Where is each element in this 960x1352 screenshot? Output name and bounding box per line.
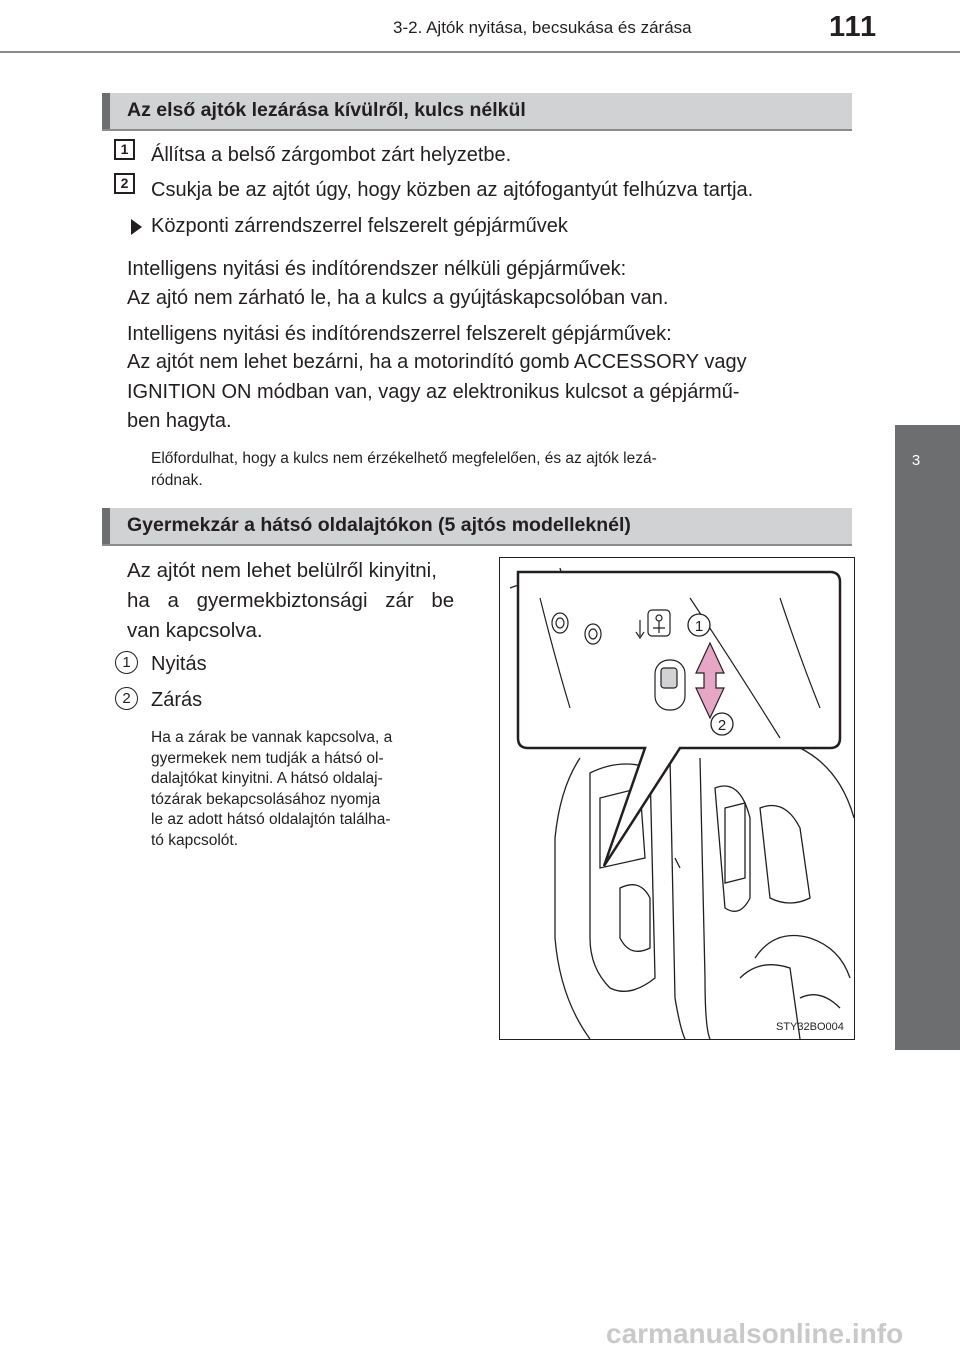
sub-heading-central-locking: Központi zárrendszerrel felszerelt gépjárművek <box>151 215 568 237</box>
item-label-lock: Zárás <box>151 689 203 711</box>
step-text-1: Állítsa a belső zárgombot zárt helyzetbe. <box>151 144 512 166</box>
triangle-bullet-icon <box>131 219 142 235</box>
item-number-2: 2 <box>115 687 138 710</box>
paragraph-2-line-3: IGNITION ON módban van, vagy az elektronikus kulcsot a gépjármű- <box>127 381 740 403</box>
figure-callout-1: 1 <box>694 618 704 635</box>
watermark: carmanualsonline.info <box>606 1318 904 1349</box>
chapter-label-text: Az egyes részegységek működtetése <box>865 512 882 778</box>
step-text-2: Csukja be az ajtót úgy, hogy közben az ajtófogantyút felhúzva tartja. <box>151 179 754 201</box>
chapter-number: 3 <box>911 452 921 469</box>
paragraph-2-line-1: Intelligens nyitási és indítórendszerrel felszerelt gépjárművek: <box>127 323 672 345</box>
section-heading-bar <box>102 93 110 129</box>
intro-line-3: van kapcsolva. <box>127 619 263 642</box>
note-line-2: ródnak. <box>151 472 203 489</box>
page-number: 111 <box>829 11 878 43</box>
section-heading-text: Gyermekzár a hátsó oldalajtókon (5 ajtós modelleknél) <box>127 514 631 536</box>
header-rule <box>0 51 960 53</box>
running-header: 3-2. Ajtók nyitása, becsukása és zárása <box>393 18 692 37</box>
intro-line-1: Az ajtót nem lehet belülről kinyitni, <box>127 559 437 582</box>
step-number-1: 1 <box>114 139 135 160</box>
paragraph-2-line-4: ben hagyta. <box>127 410 232 432</box>
section-heading-child-lock <box>102 508 852 546</box>
car-door-illustration <box>500 558 854 1039</box>
paragraph-2-line-2: Az ajtót nem lehet bezárni, ha a motorindító gomb ACCESSORY vagy <box>127 351 747 373</box>
note-line: dalajtókat kinyitni. A hátsó oldalaj- <box>151 770 383 787</box>
figure-code: STY32BO004 <box>776 1021 844 1033</box>
step-number-2: 2 <box>114 173 135 194</box>
section-heading-front-doors <box>102 93 852 131</box>
section-heading-bar <box>102 508 110 544</box>
note-line-1: Előfordulhat, hogy a kulcs nem érzékelhető megfelelően, és az ajtók lezá- <box>151 450 657 467</box>
child-lock-figure <box>499 557 855 1040</box>
note-line: Ha a zárak be vannak kapcsolva, a <box>151 729 393 746</box>
figure-callout-2: 2 <box>717 717 727 734</box>
item-label-open: Nyitás <box>151 653 207 675</box>
child-lock-note <box>151 728 477 851</box>
paragraph-1-line-1: Intelligens nyitási és indítórendszer nélküli gépjárművek: <box>127 258 627 280</box>
child-lock-intro <box>127 556 477 646</box>
item-number-1: 1 <box>115 651 138 674</box>
chapter-side-tab <box>895 425 960 1050</box>
note-line: gyermekek nem tudják a hátsó ol- <box>151 749 384 767</box>
note-line: tózárak bekapcsolásához nyomja <box>151 790 381 808</box>
paragraph-1-line-2: Az ajtó nem zárható le, ha a kulcs a gyújtáskapcsolóban van. <box>127 287 669 309</box>
intro-line-2: ha a gyermekbiztonsági zár be <box>127 589 455 612</box>
note-line: le az adott hátsó oldalajtón találha- <box>151 811 391 828</box>
chapter-label <box>864 512 882 812</box>
section-heading-text: Az első ajtók lezárása kívülről, kulcs nélkül <box>127 99 526 121</box>
note-line: tó kapcsolót. <box>151 831 239 849</box>
